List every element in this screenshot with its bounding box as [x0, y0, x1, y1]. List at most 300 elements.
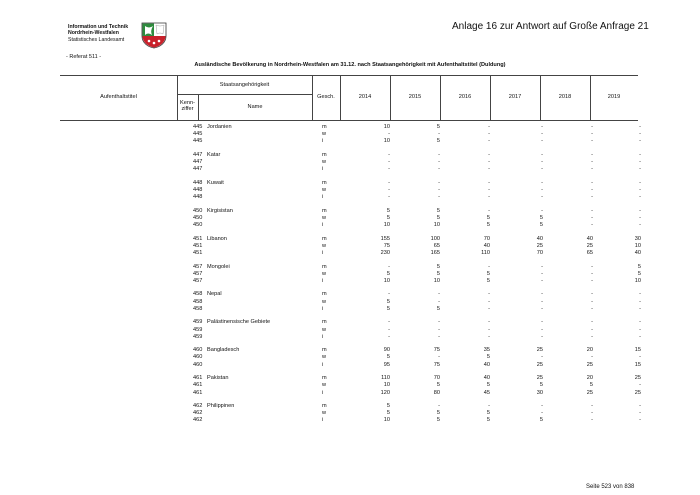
value-cell: 5 — [486, 410, 490, 417]
country-name-cell: Katar — [207, 151, 221, 158]
value-cell: - — [438, 291, 440, 298]
value-cell: 70 — [536, 250, 543, 256]
header-staatsangehoerigkeit: Staatsangehörigkeit — [219, 82, 270, 88]
value-cell: - — [388, 194, 390, 201]
value-cell: - — [639, 222, 641, 229]
value-cell: - — [438, 187, 440, 193]
geschlecht-cell: i — [322, 166, 324, 173]
value-cell: - — [639, 194, 641, 201]
value-cell: - — [438, 194, 440, 201]
value-cell: 80 — [433, 389, 440, 396]
value-cell: 5 — [486, 214, 490, 221]
kennziffer-cell: 451 — [193, 235, 203, 242]
value-cell: - — [591, 151, 593, 158]
value-cell: 5 — [486, 277, 490, 284]
value-cell: 5 — [436, 207, 440, 214]
table-row — [0, 187, 700, 194]
kennziffer-cell: 457 — [193, 270, 203, 277]
value-cell: 40 — [634, 250, 641, 256]
value-cell: - — [591, 124, 593, 130]
value-cell: - — [639, 417, 641, 424]
value-cell: 100 — [430, 235, 440, 242]
value-cell: 70 — [483, 235, 490, 242]
country-name-cell: Bangladesch — [207, 347, 240, 354]
value-cell: 5 — [539, 382, 543, 389]
value-cell: 70 — [433, 375, 440, 382]
kennziffer-cell: 460 — [193, 347, 203, 354]
value-cell: - — [541, 263, 543, 270]
kennziffer-cell: 451 — [193, 242, 203, 249]
value-cell: - — [591, 179, 593, 186]
value-cell: 155 — [380, 235, 390, 242]
table-row — [0, 299, 700, 306]
geschlecht-cell: m — [322, 179, 327, 186]
header-year: 2016 — [458, 94, 472, 100]
value-cell: - — [591, 298, 593, 305]
value-cell: - — [541, 159, 543, 166]
value-cell: - — [639, 410, 641, 417]
value-cell: 5 — [486, 270, 490, 277]
value-cell: 40 — [483, 242, 490, 249]
country-name-cell: Philippinen — [207, 403, 235, 409]
value-cell: - — [388, 263, 390, 270]
value-cell: 40 — [586, 235, 593, 242]
value-cell: 10 — [383, 124, 390, 130]
geschlecht-cell: w — [322, 242, 327, 249]
header-aufenthaltstitel: Aufenthaltstitel — [100, 94, 137, 100]
value-cell: - — [591, 410, 593, 417]
kennziffer-cell: 462 — [193, 417, 203, 424]
value-cell: - — [541, 138, 543, 145]
value-cell: - — [438, 333, 440, 340]
value-cell: 110 — [481, 250, 490, 256]
value-cell: - — [541, 187, 543, 193]
table-row — [0, 131, 700, 138]
kennziffer-cell: 447 — [193, 159, 203, 166]
header-bottom-rule — [60, 120, 638, 121]
value-cell: - — [591, 207, 593, 214]
table-row — [0, 152, 700, 159]
value-cell: 15 — [634, 361, 641, 368]
value-cell: 165 — [430, 250, 440, 256]
value-cell: 25 — [634, 389, 641, 396]
value-cell: - — [488, 166, 490, 173]
value-cell: - — [639, 298, 641, 305]
value-cell: 95 — [383, 361, 390, 368]
kennziffer-cell: 448 — [193, 194, 203, 201]
value-cell: - — [541, 207, 543, 214]
value-cell: 5 — [386, 410, 390, 417]
kennziffer-cell: 459 — [193, 333, 203, 340]
country-name-cell: Pakistan — [207, 375, 229, 382]
value-cell: - — [488, 194, 490, 201]
value-cell: - — [591, 222, 593, 229]
geschlecht-cell: i — [322, 305, 324, 312]
table-row — [0, 138, 700, 145]
geschlecht-cell: w — [322, 354, 327, 361]
table-row — [0, 166, 700, 173]
value-cell: - — [541, 354, 543, 361]
value-cell: 10 — [433, 277, 440, 284]
value-cell: - — [639, 291, 641, 298]
geschlecht-cell: m — [322, 124, 327, 130]
kennziffer-cell: 462 — [193, 410, 203, 417]
value-cell: - — [388, 326, 390, 333]
value-cell: 5 — [436, 305, 440, 312]
value-cell: - — [488, 207, 490, 214]
value-cell: 230 — [380, 250, 390, 256]
country-name-cell: Palästinensische Gebiete — [207, 319, 271, 326]
header-geschlecht: Gesch. — [317, 94, 335, 100]
table-row — [0, 382, 700, 389]
country-name-cell: Mongolei — [207, 263, 230, 270]
org-line-1: Information und Technik — [68, 24, 129, 30]
table-row — [0, 347, 700, 354]
value-cell: 5 — [386, 354, 390, 361]
value-cell: 40 — [483, 361, 490, 368]
value-cell: 25 — [586, 361, 593, 368]
table-row — [0, 271, 700, 278]
value-cell: - — [591, 417, 593, 424]
table-header — [60, 75, 638, 120]
value-cell: - — [488, 291, 490, 298]
geschlecht-cell: i — [322, 138, 324, 145]
value-cell: - — [591, 333, 593, 340]
table-row — [0, 390, 700, 397]
value-cell: 5 — [436, 124, 440, 130]
value-cell: 5 — [436, 263, 440, 270]
table-row — [0, 306, 700, 313]
value-cell: - — [639, 166, 641, 173]
header-name: Name — [247, 104, 263, 110]
value-cell: 30 — [634, 235, 641, 242]
value-cell: - — [388, 187, 390, 193]
value-cell: 5 — [386, 403, 390, 409]
value-cell: - — [541, 291, 543, 298]
value-cell: 10 — [383, 417, 390, 424]
value-cell: 5 — [589, 382, 593, 389]
table-row — [0, 250, 700, 257]
value-cell: 10 — [383, 382, 390, 389]
value-cell: - — [388, 159, 390, 166]
value-cell: 25 — [536, 242, 543, 249]
value-cell: - — [541, 277, 543, 284]
value-cell: - — [639, 131, 641, 138]
header-year: 2018 — [558, 94, 572, 100]
value-cell: - — [591, 305, 593, 312]
value-cell: - — [388, 333, 390, 340]
value-cell: - — [488, 138, 490, 145]
kennziffer-cell: 450 — [193, 207, 203, 214]
value-cell: 20 — [586, 347, 593, 354]
value-cell: 35 — [483, 347, 490, 354]
value-cell: 65 — [433, 242, 440, 249]
value-cell: - — [591, 270, 593, 277]
value-cell: - — [488, 151, 490, 158]
value-cell: 5 — [436, 138, 440, 145]
value-cell: - — [388, 166, 390, 173]
value-cell: - — [591, 166, 593, 173]
value-cell: - — [438, 131, 440, 138]
value-cell: - — [541, 151, 543, 158]
organization-name — [68, 24, 128, 43]
kennziffer-cell: 445 — [193, 138, 203, 145]
value-cell: - — [541, 179, 543, 186]
value-cell: 75 — [433, 361, 440, 368]
kennziffer-cell: 461 — [193, 375, 203, 382]
table-row — [0, 319, 700, 326]
value-cell: - — [639, 179, 641, 186]
header-kennziffer: Kenn- ziffer — [180, 100, 195, 113]
value-cell: - — [639, 159, 641, 166]
geschlecht-cell: m — [322, 347, 327, 354]
geschlecht-cell: w — [322, 159, 327, 166]
value-cell: - — [639, 333, 641, 340]
geschlecht-cell: m — [322, 291, 327, 298]
value-cell: - — [488, 263, 490, 270]
value-cell: - — [541, 410, 543, 417]
value-cell: 45 — [483, 389, 490, 396]
value-cell: 90 — [383, 347, 390, 354]
kennziffer-cell: 450 — [193, 222, 203, 229]
value-cell: 10 — [634, 277, 641, 284]
value-cell: - — [639, 319, 641, 326]
table-row — [0, 124, 700, 131]
geschlecht-cell: m — [322, 151, 327, 158]
table-row — [0, 334, 700, 341]
country-name-cell: Jordanien — [207, 124, 232, 130]
value-cell: - — [488, 298, 490, 305]
value-cell: 20 — [586, 375, 593, 382]
kennziffer-cell: 460 — [193, 361, 203, 368]
geschlecht-cell: w — [322, 131, 327, 138]
value-cell: - — [488, 326, 490, 333]
geschlecht-cell: w — [322, 187, 327, 193]
geschlecht-cell: m — [322, 319, 327, 326]
value-cell: 5 — [637, 270, 641, 277]
value-cell: 10 — [433, 222, 440, 229]
value-cell: - — [388, 179, 390, 186]
value-cell: - — [591, 403, 593, 409]
header-year: 2019 — [607, 94, 621, 100]
value-cell: - — [591, 131, 593, 138]
value-cell: 10 — [383, 222, 390, 229]
value-cell: 5 — [539, 417, 543, 424]
page-number: Seite 523 von 838 — [586, 484, 635, 490]
value-cell: 40 — [483, 375, 490, 382]
table-row — [0, 291, 700, 298]
department-label: - Referat 511 - — [66, 54, 102, 60]
geschlecht-cell: i — [322, 389, 324, 396]
value-cell: 30 — [536, 389, 543, 396]
country-name-cell: Libanon — [207, 235, 227, 242]
table-row — [0, 243, 700, 250]
kennziffer-cell: 461 — [193, 389, 203, 396]
kennziffer-cell: 460 — [193, 354, 203, 361]
country-name-cell: Nepal — [207, 291, 222, 298]
geschlecht-cell: w — [322, 298, 327, 305]
value-cell: - — [388, 291, 390, 298]
table-row — [0, 403, 700, 410]
table-row — [0, 354, 700, 361]
value-cell: 10 — [383, 138, 390, 145]
value-cell: 75 — [383, 242, 390, 249]
kennziffer-cell: 448 — [193, 187, 203, 193]
value-cell: - — [639, 214, 641, 221]
value-cell: - — [388, 151, 390, 158]
value-cell: - — [438, 179, 440, 186]
value-cell: 5 — [539, 222, 543, 229]
value-cell: - — [541, 326, 543, 333]
value-cell: - — [541, 298, 543, 305]
value-cell: - — [541, 166, 543, 173]
value-cell: - — [591, 159, 593, 166]
value-cell: - — [541, 194, 543, 201]
value-cell: - — [438, 354, 440, 361]
value-cell: - — [591, 194, 593, 201]
value-cell: 75 — [433, 347, 440, 354]
geschlecht-cell: i — [322, 277, 324, 284]
value-cell: - — [488, 124, 490, 130]
value-cell: - — [438, 319, 440, 326]
table-row — [0, 215, 700, 222]
org-line-2: Nordrhein-Westfalen — [68, 30, 119, 37]
kennziffer-cell: 445 — [193, 124, 203, 130]
geschlecht-cell: w — [322, 326, 327, 333]
table-row — [0, 180, 700, 187]
value-cell: - — [591, 277, 593, 284]
value-cell: 25 — [536, 375, 543, 382]
value-cell: - — [488, 305, 490, 312]
value-cell: 5 — [386, 305, 390, 312]
geschlecht-cell: w — [322, 214, 327, 221]
kennziffer-cell: 448 — [193, 179, 203, 186]
value-cell: 25 — [586, 242, 593, 249]
value-cell: 5 — [436, 214, 440, 221]
value-cell: - — [541, 333, 543, 340]
value-cell: - — [388, 131, 390, 138]
value-cell: - — [488, 187, 490, 193]
geschlecht-cell: i — [322, 417, 324, 424]
geschlecht-cell: i — [322, 250, 324, 256]
nrw-coat-of-arms-icon — [140, 21, 168, 49]
value-cell: 40 — [536, 235, 543, 242]
value-cell: - — [591, 291, 593, 298]
value-cell: - — [488, 159, 490, 166]
value-cell: - — [591, 263, 593, 270]
table-title: Ausländische Bevölkerung in Nordrhein-Westfalen am 31.12. nach Staatsangehörigkeit mit Aufenthaltstitel (Duldung) — [194, 62, 506, 68]
value-cell: - — [541, 131, 543, 138]
table-row — [0, 264, 700, 271]
value-cell: 5 — [436, 382, 440, 389]
value-cell: - — [639, 354, 641, 361]
value-cell: 5 — [436, 417, 440, 424]
value-cell: - — [639, 326, 641, 333]
value-cell: - — [639, 403, 641, 409]
header-year: 2017 — [508, 94, 522, 100]
value-cell: 5 — [486, 222, 490, 229]
value-cell: - — [639, 124, 641, 130]
value-cell: - — [591, 319, 593, 326]
kennziffer-cell: 450 — [193, 214, 203, 221]
value-cell: 5 — [386, 270, 390, 277]
header-year: 2015 — [408, 94, 422, 100]
kennziffer-cell: 447 — [193, 151, 203, 158]
value-cell: - — [591, 214, 593, 221]
value-cell: - — [438, 326, 440, 333]
value-cell: - — [488, 319, 490, 326]
geschlecht-cell: w — [322, 410, 327, 417]
kennziffer-cell: 462 — [193, 403, 203, 409]
value-cell: 5 — [436, 270, 440, 277]
geschlecht-cell: w — [322, 270, 327, 277]
value-cell: - — [541, 305, 543, 312]
geschlecht-cell: i — [322, 222, 324, 229]
value-cell: - — [438, 298, 440, 305]
kennziffer-cell: 447 — [193, 166, 203, 173]
table-row — [0, 410, 700, 417]
kennziffer-cell: 451 — [193, 250, 203, 256]
table-row — [0, 208, 700, 215]
value-cell: 5 — [486, 382, 490, 389]
value-cell: 25 — [634, 375, 641, 382]
kennziffer-cell: 459 — [193, 319, 203, 326]
value-cell: 5 — [386, 214, 390, 221]
value-cell: - — [541, 270, 543, 277]
kennziffer-cell: 461 — [193, 382, 203, 389]
geschlecht-cell: i — [322, 333, 324, 340]
table-row — [0, 278, 700, 285]
value-cell: - — [541, 403, 543, 409]
value-cell: 5 — [436, 410, 440, 417]
geschlecht-cell: i — [322, 361, 324, 368]
value-cell: 10 — [383, 277, 390, 284]
table-row — [0, 159, 700, 166]
value-cell: - — [488, 403, 490, 409]
kennziffer-cell: 445 — [193, 131, 203, 138]
table-row — [0, 362, 700, 369]
geschlecht-cell: w — [322, 382, 327, 389]
value-cell: - — [639, 138, 641, 145]
value-cell: - — [438, 403, 440, 409]
geschlecht-cell: m — [322, 375, 327, 382]
header-year: 2014 — [358, 94, 372, 100]
value-cell: - — [639, 305, 641, 312]
value-cell: - — [438, 151, 440, 158]
table-row — [0, 375, 700, 382]
document-reference: Anlage 16 zur Antwort auf Große Anfrage 21 — [452, 21, 649, 32]
value-cell: - — [639, 151, 641, 158]
kennziffer-cell: 457 — [193, 277, 203, 284]
geschlecht-cell: m — [322, 207, 327, 214]
value-cell: - — [639, 207, 641, 214]
kennziffer-cell: 457 — [193, 263, 203, 270]
value-cell: 10 — [634, 242, 641, 249]
kennziffer-cell: 459 — [193, 326, 203, 333]
geschlecht-cell: m — [322, 263, 327, 270]
kennziffer-cell: 458 — [193, 305, 203, 312]
value-cell: - — [591, 326, 593, 333]
value-cell: - — [488, 333, 490, 340]
value-cell: 110 — [381, 375, 390, 382]
value-cell: - — [488, 179, 490, 186]
value-cell: - — [388, 319, 390, 326]
geschlecht-cell: m — [322, 403, 327, 409]
value-cell: - — [639, 382, 641, 389]
table-row — [0, 222, 700, 229]
value-cell: 5 — [486, 417, 490, 424]
value-cell: 5 — [386, 207, 390, 214]
